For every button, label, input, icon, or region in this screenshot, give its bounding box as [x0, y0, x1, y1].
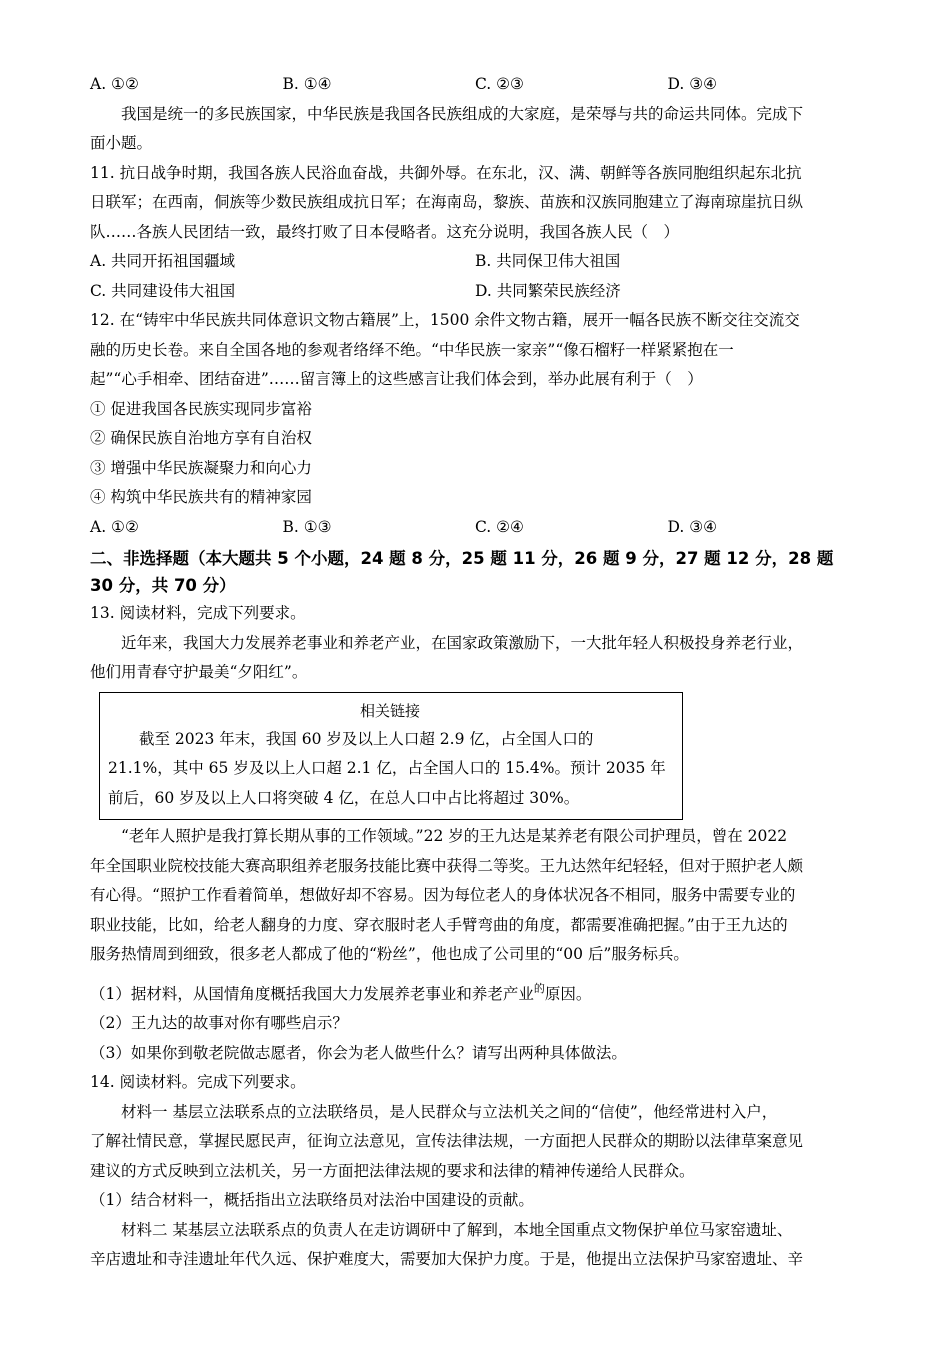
q11-stem-line: 队……各族人民团结一致，最终打败了日本侵略者。这充分说明，我国各族人民（ ）	[90, 222, 680, 241]
q13-sub-1-text-end: 原因。	[544, 984, 592, 1003]
option-b[interactable]: B. ①③	[282, 517, 332, 536]
group-intro	[90, 100, 860, 159]
q12-stem-line: 融的历史长卷。来自全国各地的参观者络绎不绝。“中华民族一家亲”“像石榴籽一样紧紧抱在一	[90, 340, 734, 359]
option-a[interactable]: A. ①②	[90, 75, 139, 93]
q12-stem-line: 起”“心手相牵、团结奋进”……留言簿上的这些感言让我们体会到，举办此展有利于（ ）	[90, 370, 703, 388]
q12-item: ② 确保民族自治地方享有自治权	[90, 429, 312, 447]
related-link-box	[99, 692, 683, 821]
q13-sub-1-text: （1）据材料，从国情角度概括我国大力发展养老事业和养老产业	[90, 984, 534, 1003]
q13-para-line: 服务热情周到细致，很多老人都成了他的“粉丝”，他也成了公司里的“00 后”服务标兵。	[90, 945, 689, 963]
q11-stem-line: 11. 抗日战争时期，我国各族人民浴血奋战，共御外辱。在东北，汉、满、朝鲜等各族同胞组织起东北抗	[90, 163, 802, 182]
q12-item: ③ 增强中华民族凝聚力和向心力	[90, 458, 312, 477]
q11-stem-line: 日联军；在西南，侗族等少数民族组成抗日军；在海南岛，黎族、苗族和汉族同胞建立了海南琼崖抗日纵	[90, 193, 804, 211]
q10-options	[90, 70, 860, 100]
box-line: 前后，60 岁及以上人口将突破 4 亿，在总人口中占比将超过 30%。	[108, 788, 580, 807]
box-title: 相关链接	[359, 701, 420, 720]
q13-sub-3: （3）如果你到敬老院做志愿者，你会为老人做些什么？请写出两种具体做法。	[90, 1043, 627, 1062]
option-b[interactable]: B. ①④	[282, 75, 332, 93]
q13-title: 13. 阅读材料，完成下列要求。	[90, 604, 306, 622]
q13-para-line: 近年来，我国大力发展养老事业和养老产业，在国家政策激励下，一大批年轻人积极投身养老行业，	[121, 633, 804, 652]
option-a[interactable]: A. 共同开拓祖国疆域	[90, 252, 236, 270]
q13-para-line: 他们用青春守护最美“夕阳红”。	[90, 663, 308, 681]
question-14	[90, 1068, 860, 1275]
option-d[interactable]: D. 共同繁荣民族经济	[475, 281, 621, 300]
intro-line: 我国是统一的多民族国家，中华民族是我国各民族组成的大家庭，是荣辱与共的命运共同体。完成下	[121, 104, 804, 123]
intro-line: 面小题。	[90, 134, 153, 152]
question-13	[90, 599, 860, 1068]
q13-para-line: 职业技能，比如，给老人翻身的力度、穿衣服时老人手臂弯曲的角度，都需要准确把握。”由于王九达的	[90, 915, 788, 934]
q14-material-line: 材料二 某基层立法联系点的负责人在走访调研中了解到，本地全国重点文物保护单位马家窑遗址、	[121, 1220, 793, 1239]
q13-para-line: 年全国职业院校技能大赛高职组养老服务技能比赛中获得二等奖。王九达然年纪轻轻，但对于照护老人颇	[90, 856, 804, 875]
box-line: 21.1%，其中 65 岁及以上人口超 2.1 亿，占全国人口的 15.4%。预计 2035 年	[108, 759, 666, 777]
q14-sub-1: （1）结合材料一，概括指出立法联络员对法治中国建设的贡献。	[90, 1191, 534, 1209]
q13-para-line: 有心得。“照护工作看着简单，想做好却不容易。因为每位老人的身体状况各不相同，服务中需要专业的	[90, 886, 796, 904]
question-12	[90, 306, 860, 542]
section-heading-line: 二、非选择题（本大题共 5 个小题，24 题 8 分，25 题 11 分，26 题 9 分，27 题 12 分，28 题	[90, 549, 834, 568]
option-d[interactable]: D. ③④	[667, 75, 718, 93]
option-a[interactable]: A. ①②	[90, 517, 139, 536]
option-b[interactable]: B. 共同保卫伟大祖国	[475, 252, 621, 270]
q14-material-line: 辛店遗址和寺洼遗址年代久远、保护难度大，需要加大保护力度。于是，他提出立法保护马家窑遗址、辛	[90, 1250, 804, 1268]
q11-options-row	[90, 277, 860, 307]
exam-page	[90, 70, 860, 1275]
q12-item: ④ 构筑中华民族共有的精神家园	[90, 488, 312, 506]
option-c[interactable]: C. ②③	[475, 75, 524, 93]
option-c[interactable]: C. ②④	[475, 517, 524, 536]
option-c[interactable]: C. 共同建设伟大祖国	[90, 281, 236, 300]
q14-material-line: 材料一 基层立法联系点的立法联络员，是人民群众与立法机关之间的“信使”，他经常进村入户，	[121, 1102, 778, 1121]
q12-stem-line: 12. 在“铸牢中华民族共同体意识文物古籍展”上，1500 余件文物古籍，展开一幅各民族不断交往交流交	[90, 311, 800, 329]
q12-item: ① 促进我国各民族实现同步富裕	[90, 399, 312, 418]
q13-para-line: “老年人照护是我打算长期从事的工作领域。”22 岁的王九达是某养老有限公司护理员，曾在 2022	[121, 827, 788, 845]
q14-material-line: 了解社情民意，掌握民愿民声，征询立法意见，宣传法律法规，一方面把人民群众的期盼以法律草案意见	[90, 1132, 804, 1150]
section-heading-line: 30 分，共 70 分）	[90, 576, 236, 595]
q14-title: 14. 阅读材料。完成下列要求。	[90, 1073, 306, 1091]
q11-options-row	[90, 247, 860, 277]
q14-material-line: 建议的方式反映到立法机关，另一方面把法律法规的要求和法律的精神传递给人民群众。	[90, 1161, 695, 1180]
q13-sub-2: （2）王九达的故事对你有哪些启示？	[90, 1014, 348, 1032]
option-d[interactable]: D. ③④	[667, 517, 718, 536]
q13-sub-1	[90, 974, 860, 1010]
q12-options	[90, 513, 860, 543]
question-11	[90, 159, 860, 307]
q13-sub-1-sup: 的	[533, 981, 545, 995]
section-2-heading	[90, 545, 860, 599]
box-line: 截至 2023 年末，我国 60 岁及以上人口超 2.9 亿，占全国人口的	[139, 729, 594, 748]
